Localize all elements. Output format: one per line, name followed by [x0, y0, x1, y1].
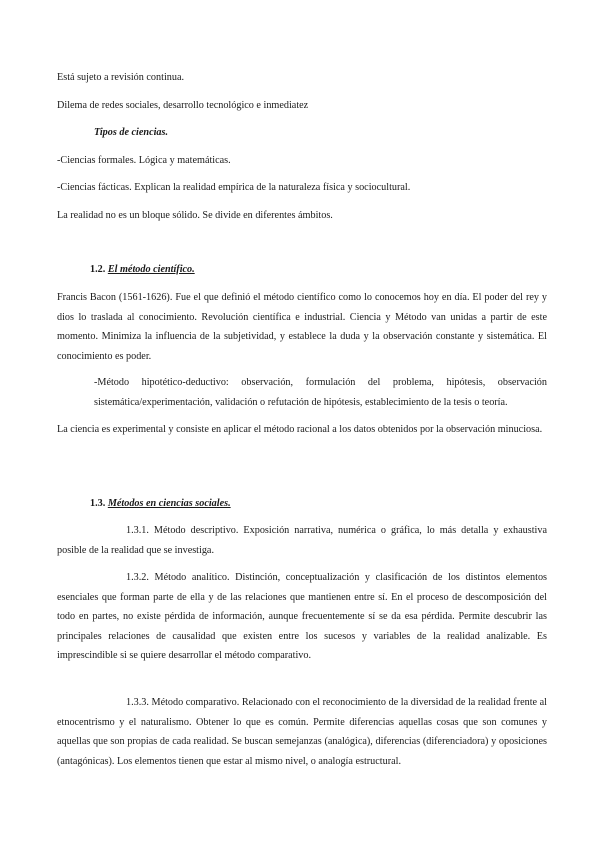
section-1-2-paragraph-2: -Método hipotético-deductivo: observación, formulación del problema, hipótesis, observación sistemática/experimentación, validación o refutación de hipótesis, establecimiento de la tesis o teoría. — [94, 377, 547, 408]
tipos-heading: Tipos de ciencias. — [94, 127, 169, 138]
tipos-item-formales: -Ciencias formales. Lógica y matemáticas. — [57, 155, 231, 166]
intro-line-2: Dilema de redes sociales, desarrollo tecnológico e inmediatez — [57, 100, 309, 111]
section-1-2-paragraph-3: La ciencia es experimental y consiste en aplicar el método racional a los datos obtenidos por la observación minuciosa. — [57, 424, 543, 435]
method-analytic: 1.3.2. Método analítico. Distinción, conceptualización y clasificación de los distintos elementos esenciales que forman parte de ella y de las relaciones que mantienen entre sí. En el proceso de descomposición del todo en partes, no existe pérdida de información, aunque frecuentemente sí se da esa pérdida. Permite descubrir las principales relaciones de causalidad que existen entre los sucesos y variables de la realidad analizable. Es imprescindible si se quiere desarrollar el método comparativo. — [57, 572, 547, 661]
section-1-3-number: 1.3. — [90, 498, 106, 509]
method-descriptive: 1.3.1. Método descriptivo. Exposición narrativa, numérica o gráfica, lo más detalla y exhaustiva posible de la realidad que se investiga. — [57, 525, 547, 556]
section-1-3-heading — [90, 494, 580, 514]
section-1-2-title: El método científico. — [107, 264, 195, 275]
section-1-2-number: 1.2. — [90, 264, 106, 275]
section-1-3-title: Métodos en ciencias sociales. — [107, 498, 231, 509]
tipos-item-realidad: La realidad no es un bloque sólido. Se divide en diferentes ámbitos. — [57, 210, 333, 221]
section-1-2-heading — [90, 260, 580, 280]
tipos-item-facticas: -Ciencias fácticas. Explican la realidad empírica de la naturaleza física y sociocultural. — [57, 182, 411, 193]
section-1-2-paragraph-1: Francis Bacon (1561-1626). Fue el que definió el método científico como lo conocemos hoy en día. El poder del rey y dios lo traslada al conocimiento. Revolución científica e industrial. Ciencia y Método van unidas a partir de este momento. Minimiza la influencia de la subjetividad, y establece la duda y la observación constante y sistemática. El conocimiento es poder. — [57, 292, 547, 362]
method-comparative: 1.3.3. Método comparativo. Relacionado con el reconocimiento de la diversidad de la realidad frente al etnocentrismo y el naturalismo. Obtener lo que es común. Permite diferencias aquellas cosas que son comunes y aquellas que son propias de cada realidad. Se buscan semejanzas (analógica), diferencias (diferenciadora) y oposiciones (antagónicas). Los elementos tienen que estar al mismo nivel, o analogía estructural. — [57, 697, 547, 767]
intro-line-1: Está sujeto a revisión continua. — [57, 72, 185, 83]
